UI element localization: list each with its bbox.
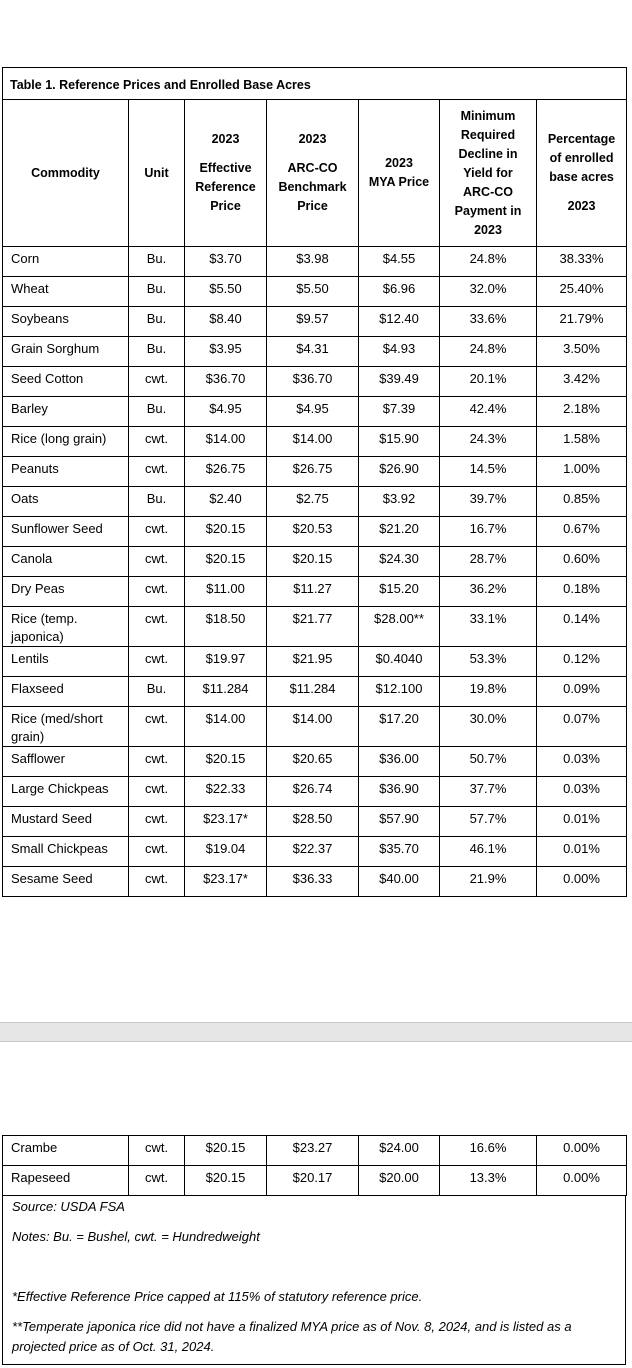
cell-commodity: Rice (long grain) bbox=[3, 427, 129, 457]
cell-mya-price: $39.49 bbox=[359, 367, 440, 397]
header-line: 2023 bbox=[567, 199, 596, 213]
cell-arc-co-benchmark-price: $36.33 bbox=[267, 867, 359, 897]
cell-effective-reference-price: $20.15 bbox=[185, 747, 267, 777]
table-row bbox=[3, 487, 627, 517]
cell-commodity: Flaxseed bbox=[3, 677, 129, 707]
cell-effective-reference-price: $22.33 bbox=[185, 777, 267, 807]
cell-unit: Bu. bbox=[129, 677, 185, 707]
cell-minimum-decline: 16.6% bbox=[440, 1136, 537, 1166]
header-line: ARC-CO bbox=[463, 184, 513, 199]
cell-commodity: Peanuts bbox=[3, 457, 129, 487]
cell-effective-reference-price: $26.75 bbox=[185, 457, 267, 487]
cell-unit: Bu. bbox=[129, 397, 185, 427]
cell-mya-price: $35.70 bbox=[359, 837, 440, 867]
footnote-capped-price: *Effective Reference Price capped at 115% of statutory reference price. bbox=[12, 1289, 423, 1304]
cell-commodity: Safflower bbox=[3, 747, 129, 777]
cell-percentage-enrolled: 0.09% bbox=[537, 677, 627, 707]
cell-commodity: Grain Sorghum bbox=[3, 337, 129, 367]
table-row bbox=[3, 707, 627, 747]
cell-commodity: Crambe bbox=[3, 1136, 129, 1166]
cell-mya-price: $24.00 bbox=[359, 1136, 440, 1166]
header-line: Price bbox=[297, 199, 328, 213]
cell-unit: cwt. bbox=[129, 867, 185, 897]
cell-effective-reference-price: $20.15 bbox=[185, 517, 267, 547]
cell-minimum-decline: 50.7% bbox=[440, 747, 537, 777]
header-line: Yield for bbox=[463, 165, 513, 180]
cell-percentage-enrolled: 0.03% bbox=[537, 747, 627, 777]
cell-effective-reference-price: $14.00 bbox=[185, 707, 267, 747]
cell-arc-co-benchmark-price: $11.284 bbox=[267, 677, 359, 707]
cell-percentage-enrolled: 25.40% bbox=[537, 277, 627, 307]
cell-commodity: Lentils bbox=[3, 647, 129, 677]
cell-unit: cwt. bbox=[129, 577, 185, 607]
cell-commodity: Sesame Seed bbox=[3, 867, 129, 897]
header-line: base acres bbox=[549, 170, 614, 184]
cell-effective-reference-price: $3.70 bbox=[185, 247, 267, 277]
cell-minimum-decline: 42.4% bbox=[440, 397, 537, 427]
cell-unit: cwt. bbox=[129, 707, 185, 747]
cell-unit: Bu. bbox=[129, 487, 185, 517]
cell-commodity: Wheat bbox=[3, 277, 129, 307]
cell-minimum-decline: 57.7% bbox=[440, 807, 537, 837]
cell-percentage-enrolled: 0.00% bbox=[537, 1136, 627, 1166]
cell-unit: Bu. bbox=[129, 307, 185, 337]
cell-effective-reference-price: $18.50 bbox=[185, 607, 267, 647]
table-row bbox=[3, 367, 627, 397]
header-line: 2023 bbox=[298, 132, 327, 146]
cell-minimum-decline: 46.1% bbox=[440, 837, 537, 867]
table-row bbox=[3, 837, 627, 867]
cell-arc-co-benchmark-price: $14.00 bbox=[267, 707, 359, 747]
cell-percentage-enrolled: 0.67% bbox=[537, 517, 627, 547]
cell-effective-reference-price: $11.00 bbox=[185, 577, 267, 607]
header-line: Price bbox=[210, 199, 241, 213]
cell-effective-reference-price: $3.95 bbox=[185, 337, 267, 367]
header-line: 2023 bbox=[211, 132, 240, 146]
cell-effective-reference-price: $8.40 bbox=[185, 307, 267, 337]
cell-mya-price: $26.90 bbox=[359, 457, 440, 487]
cell-minimum-decline: 24.3% bbox=[440, 427, 537, 457]
cell-mya-price: $57.90 bbox=[359, 807, 440, 837]
cell-commodity: Barley bbox=[3, 397, 129, 427]
abbreviation-note: Notes: Bu. = Bushel, cwt. = Hundredweight bbox=[12, 1229, 260, 1244]
cell-minimum-decline: 36.2% bbox=[440, 577, 537, 607]
cell-unit: cwt. bbox=[129, 367, 185, 397]
cell-arc-co-benchmark-price: $28.50 bbox=[267, 807, 359, 837]
cell-unit: cwt. bbox=[129, 747, 185, 777]
cell-effective-reference-price: $19.97 bbox=[185, 647, 267, 677]
header-line: Benchmark bbox=[278, 180, 347, 194]
cell-percentage-enrolled: 1.58% bbox=[537, 427, 627, 457]
cell-percentage-enrolled: 0.85% bbox=[537, 487, 627, 517]
header-arc-co-benchmark-price bbox=[267, 100, 359, 247]
cell-unit: cwt. bbox=[129, 647, 185, 677]
cell-arc-co-benchmark-price: $36.70 bbox=[267, 367, 359, 397]
cell-arc-co-benchmark-price: $2.75 bbox=[267, 487, 359, 517]
table-main bbox=[2, 67, 627, 897]
cell-arc-co-benchmark-price: $9.57 bbox=[267, 307, 359, 337]
cell-commodity: Canola bbox=[3, 547, 129, 577]
cell-arc-co-benchmark-price: $21.95 bbox=[267, 647, 359, 677]
header-commodity bbox=[3, 100, 129, 247]
cell-minimum-decline: 28.7% bbox=[440, 547, 537, 577]
cell-mya-price: $28.00** bbox=[359, 607, 440, 647]
table-row bbox=[3, 747, 627, 777]
cell-effective-reference-price: $20.15 bbox=[185, 547, 267, 577]
header-line: Percentage bbox=[547, 132, 616, 146]
header-gap bbox=[267, 149, 358, 159]
cell-arc-co-benchmark-price: $3.98 bbox=[267, 247, 359, 277]
header-line: Reference bbox=[195, 180, 256, 194]
page-break-divider bbox=[0, 1022, 632, 1042]
cell-percentage-enrolled: 0.03% bbox=[537, 777, 627, 807]
table-body bbox=[3, 247, 627, 897]
cell-minimum-decline: 32.0% bbox=[440, 277, 537, 307]
cell-unit: cwt. bbox=[129, 1136, 185, 1166]
cell-commodity: Sunflower Seed bbox=[3, 517, 129, 547]
table-title: Table 1. Reference Prices and Enrolled Base Acres bbox=[3, 68, 627, 100]
header-gap bbox=[185, 149, 266, 159]
cell-effective-reference-price: $20.15 bbox=[185, 1166, 267, 1196]
cell-commodity: Soybeans bbox=[3, 307, 129, 337]
header-line: Unit bbox=[144, 165, 169, 180]
table-row bbox=[3, 457, 627, 487]
header-line: Required bbox=[460, 127, 516, 142]
cell-percentage-enrolled: 0.14% bbox=[537, 607, 627, 647]
header-minimum-required-decline bbox=[440, 100, 537, 247]
cell-minimum-decline: 16.7% bbox=[440, 517, 537, 547]
cell-arc-co-benchmark-price: $5.50 bbox=[267, 277, 359, 307]
cell-minimum-decline: 37.7% bbox=[440, 777, 537, 807]
cell-minimum-decline: 21.9% bbox=[440, 867, 537, 897]
cell-mya-price: $12.100 bbox=[359, 677, 440, 707]
header-line: Payment in bbox=[454, 203, 522, 218]
cell-mya-price: $36.90 bbox=[359, 777, 440, 807]
cell-effective-reference-price: $5.50 bbox=[185, 277, 267, 307]
cell-mya-price: $7.39 bbox=[359, 397, 440, 427]
reference-prices-table bbox=[2, 67, 626, 897]
cell-effective-reference-price: $20.15 bbox=[185, 1136, 267, 1166]
table-row bbox=[3, 247, 627, 277]
cell-percentage-enrolled: 1.00% bbox=[537, 457, 627, 487]
cell-unit: cwt. bbox=[129, 517, 185, 547]
cell-unit: cwt. bbox=[129, 777, 185, 807]
cell-effective-reference-price: $4.95 bbox=[185, 397, 267, 427]
table-row bbox=[3, 677, 627, 707]
cell-minimum-decline: 24.8% bbox=[440, 247, 537, 277]
cell-arc-co-benchmark-price: $20.15 bbox=[267, 547, 359, 577]
table-row bbox=[3, 397, 627, 427]
cell-unit: cwt. bbox=[129, 457, 185, 487]
header-line: of enrolled bbox=[549, 151, 614, 165]
table-body-continued bbox=[3, 1136, 627, 1196]
cell-commodity: Large Chickpeas bbox=[3, 777, 129, 807]
cell-minimum-decline: 20.1% bbox=[440, 367, 537, 397]
cell-percentage-enrolled: 0.00% bbox=[537, 867, 627, 897]
cell-percentage-enrolled: 3.42% bbox=[537, 367, 627, 397]
cell-effective-reference-price: $2.40 bbox=[185, 487, 267, 517]
cell-commodity: Rapeseed bbox=[3, 1166, 129, 1196]
cell-arc-co-benchmark-price: $4.95 bbox=[267, 397, 359, 427]
cell-unit: cwt. bbox=[129, 1166, 185, 1196]
cell-commodity: Rice (temp. japonica) bbox=[3, 607, 129, 647]
source-note: Source: USDA FSA bbox=[12, 1199, 125, 1214]
cell-unit: Bu. bbox=[129, 277, 185, 307]
header-percentage-enrolled bbox=[537, 100, 627, 247]
cell-effective-reference-price: $23.17* bbox=[185, 807, 267, 837]
cell-arc-co-benchmark-price: $20.17 bbox=[267, 1166, 359, 1196]
cell-percentage-enrolled: 0.01% bbox=[537, 837, 627, 867]
header-line: Minimum bbox=[460, 108, 516, 123]
cell-minimum-decline: 33.6% bbox=[440, 307, 537, 337]
table-row bbox=[3, 547, 627, 577]
cell-minimum-decline: 30.0% bbox=[440, 707, 537, 747]
table-row bbox=[3, 337, 627, 367]
table-continued bbox=[2, 1135, 627, 1196]
cell-mya-price: $15.20 bbox=[359, 577, 440, 607]
cell-effective-reference-price: $11.284 bbox=[185, 677, 267, 707]
cell-effective-reference-price: $19.04 bbox=[185, 837, 267, 867]
cell-unit: Bu. bbox=[129, 337, 185, 367]
cell-arc-co-benchmark-price: $11.27 bbox=[267, 577, 359, 607]
table-row bbox=[3, 1136, 627, 1166]
header-unit bbox=[129, 100, 185, 247]
cell-arc-co-benchmark-price: $26.75 bbox=[267, 457, 359, 487]
table-row bbox=[3, 277, 627, 307]
cell-effective-reference-price: $36.70 bbox=[185, 367, 267, 397]
cell-minimum-decline: 24.8% bbox=[440, 337, 537, 367]
table-row bbox=[3, 307, 627, 337]
cell-commodity: Dry Peas bbox=[3, 577, 129, 607]
header-gap bbox=[537, 187, 626, 197]
cell-arc-co-benchmark-price: $4.31 bbox=[267, 337, 359, 367]
cell-commodity: Small Chickpeas bbox=[3, 837, 129, 867]
cell-mya-price: $21.20 bbox=[359, 517, 440, 547]
header-effective-reference-price bbox=[185, 100, 267, 247]
footnote-japonica-rice: **Temperate japonica rice did not have a finalized MYA price as of Nov. 8, 2024, and is listed as a projected price as of Oct. 31, 2024. bbox=[12, 1319, 572, 1354]
cell-arc-co-benchmark-price: $21.77 bbox=[267, 607, 359, 647]
cell-unit: cwt. bbox=[129, 837, 185, 867]
header-line: 2023 bbox=[385, 156, 413, 170]
cell-mya-price: $15.90 bbox=[359, 427, 440, 457]
table-notes bbox=[2, 1195, 626, 1365]
table-row bbox=[3, 577, 627, 607]
cell-arc-co-benchmark-price: $23.27 bbox=[267, 1136, 359, 1166]
cell-minimum-decline: 33.1% bbox=[440, 607, 537, 647]
cell-percentage-enrolled: 0.07% bbox=[537, 707, 627, 747]
cell-commodity: Mustard Seed bbox=[3, 807, 129, 837]
table-row bbox=[3, 427, 627, 457]
cell-minimum-decline: 19.8% bbox=[440, 677, 537, 707]
cell-arc-co-benchmark-price: $14.00 bbox=[267, 427, 359, 457]
cell-mya-price: $12.40 bbox=[359, 307, 440, 337]
cell-unit: cwt. bbox=[129, 547, 185, 577]
header-line: Decline in bbox=[458, 146, 518, 161]
cell-percentage-enrolled: 0.60% bbox=[537, 547, 627, 577]
cell-unit: cwt. bbox=[129, 807, 185, 837]
cell-percentage-enrolled: 0.12% bbox=[537, 647, 627, 677]
cell-percentage-enrolled: 2.18% bbox=[537, 397, 627, 427]
table-row bbox=[3, 647, 627, 677]
cell-arc-co-benchmark-price: $20.65 bbox=[267, 747, 359, 777]
cell-mya-price: $3.92 bbox=[359, 487, 440, 517]
cell-unit: cwt. bbox=[129, 427, 185, 457]
cell-minimum-decline: 14.5% bbox=[440, 457, 537, 487]
cell-mya-price: $24.30 bbox=[359, 547, 440, 577]
cell-arc-co-benchmark-price: $22.37 bbox=[267, 837, 359, 867]
cell-percentage-enrolled: 38.33% bbox=[537, 247, 627, 277]
cell-percentage-enrolled: 0.18% bbox=[537, 577, 627, 607]
cell-minimum-decline: 13.3% bbox=[440, 1166, 537, 1196]
cell-percentage-enrolled: 0.00% bbox=[537, 1166, 627, 1196]
cell-mya-price: $40.00 bbox=[359, 867, 440, 897]
cell-mya-price: $6.96 bbox=[359, 277, 440, 307]
header-mya-price bbox=[359, 100, 440, 247]
table-row bbox=[3, 517, 627, 547]
cell-commodity: Corn bbox=[3, 247, 129, 277]
table-row bbox=[3, 807, 627, 837]
header-row bbox=[3, 100, 627, 247]
header-line: Commodity bbox=[31, 165, 100, 180]
cell-percentage-enrolled: 0.01% bbox=[537, 807, 627, 837]
cell-percentage-enrolled: 21.79% bbox=[537, 307, 627, 337]
header-line: ARC-CO bbox=[287, 161, 338, 175]
cell-unit: Bu. bbox=[129, 247, 185, 277]
cell-commodity: Oats bbox=[3, 487, 129, 517]
cell-arc-co-benchmark-price: $26.74 bbox=[267, 777, 359, 807]
table-row bbox=[3, 607, 627, 647]
cell-minimum-decline: 39.7% bbox=[440, 487, 537, 517]
header-line: Effective bbox=[199, 161, 252, 175]
cell-mya-price: $17.20 bbox=[359, 707, 440, 747]
cell-mya-price: $36.00 bbox=[359, 747, 440, 777]
cell-commodity: Seed Cotton bbox=[3, 367, 129, 397]
cell-mya-price: $4.55 bbox=[359, 247, 440, 277]
reference-prices-table-continued bbox=[2, 1135, 626, 1196]
cell-commodity: Rice (med/short grain) bbox=[3, 707, 129, 747]
cell-minimum-decline: 53.3% bbox=[440, 647, 537, 677]
cell-mya-price: $20.00 bbox=[359, 1166, 440, 1196]
header-line: MYA Price bbox=[368, 175, 430, 189]
cell-mya-price: $0.4040 bbox=[359, 647, 440, 677]
table-row bbox=[3, 777, 627, 807]
cell-arc-co-benchmark-price: $20.53 bbox=[267, 517, 359, 547]
cell-mya-price: $4.93 bbox=[359, 337, 440, 367]
cell-unit: cwt. bbox=[129, 607, 185, 647]
cell-percentage-enrolled: 3.50% bbox=[537, 337, 627, 367]
table-row bbox=[3, 867, 627, 897]
cell-effective-reference-price: $14.00 bbox=[185, 427, 267, 457]
header-line: 2023 bbox=[474, 222, 502, 237]
table-row bbox=[3, 1166, 627, 1196]
cell-effective-reference-price: $23.17* bbox=[185, 867, 267, 897]
